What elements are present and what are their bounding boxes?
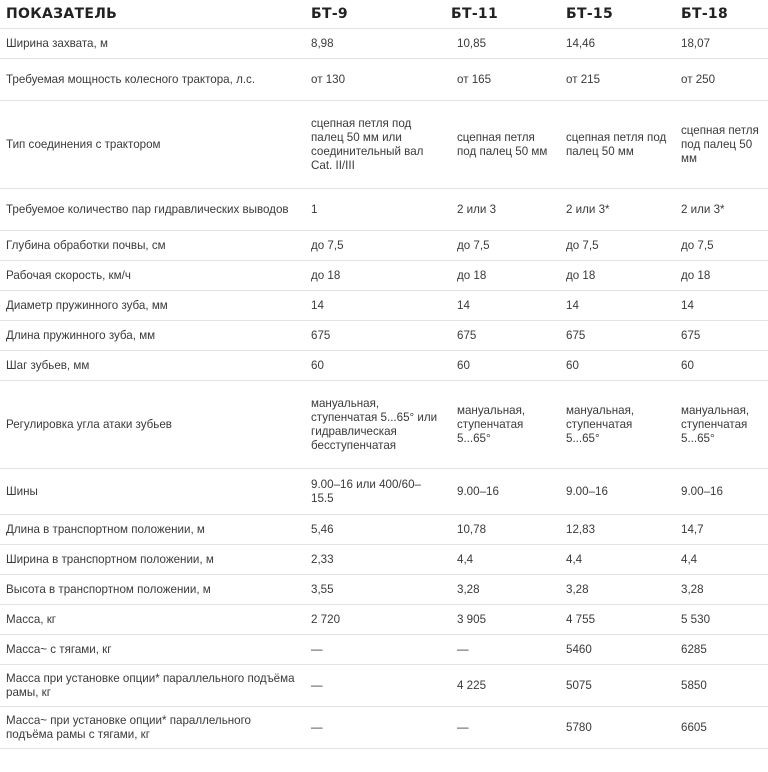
row-parameter: Требуемая мощность колесного трактора, л.с. [0,59,305,101]
cell-bt18: от 250 [675,59,768,101]
cell-bt9: 1 [305,189,445,231]
row-parameter: Шины [0,469,305,515]
cell-bt11: — [445,707,560,749]
row-parameter: Диаметр пружинного зуба, мм [0,291,305,321]
cell-bt18: 2 или 3* [675,189,768,231]
table-row [0,381,768,469]
cell-bt9: 2,33 [305,545,445,575]
row-parameter: Тип соединения с трактором [0,101,305,189]
cell-bt11: — [445,635,560,665]
row-parameter: Масса, кг [0,605,305,635]
cell-bt9: 2 720 [305,605,445,635]
cell-bt11: до 7,5 [445,231,560,261]
table-row [0,291,768,321]
cell-bt9: сцепная петля под палец 50 мм или соединительный вал Cat. II/III [305,101,445,189]
cell-bt9: 5,46 [305,515,445,545]
cell-bt11: до 18 [445,261,560,291]
cell-bt18: 60 [675,351,768,381]
header-bt9: БТ-9 [305,0,445,29]
cell-bt15: 3,28 [560,575,675,605]
cell-bt15: 9.00–16 [560,469,675,515]
table-row [0,231,768,261]
cell-bt9: до 18 [305,261,445,291]
table-row [0,189,768,231]
row-parameter: Требуемое количество пар гидравлических выводов [0,189,305,231]
cell-bt15: сцепная петля под палец 50 мм [560,101,675,189]
table-row [0,321,768,351]
cell-bt15: 12,83 [560,515,675,545]
row-parameter: Глубина обработки почвы, см [0,231,305,261]
cell-bt15: 14,46 [560,29,675,59]
cell-bt11: 3,28 [445,575,560,605]
table-row [0,605,768,635]
cell-bt18: до 7,5 [675,231,768,261]
table-body [0,29,768,749]
cell-bt18: 6605 [675,707,768,749]
cell-bt18: сцепная петля под палец 50 мм [675,101,768,189]
cell-bt15: мануальная, ступенчатая 5...65° [560,381,675,469]
cell-bt9: 60 [305,351,445,381]
cell-bt15: 4 755 [560,605,675,635]
cell-bt18: 3,28 [675,575,768,605]
table-row [0,575,768,605]
table-row [0,707,768,749]
cell-bt15: 5460 [560,635,675,665]
table-row [0,515,768,545]
row-parameter: Рабочая скорость, км/ч [0,261,305,291]
cell-bt15: 60 [560,351,675,381]
cell-bt11: 10,85 [445,29,560,59]
cell-bt11: 4,4 [445,545,560,575]
cell-bt15: 5780 [560,707,675,749]
cell-bt18: 6285 [675,635,768,665]
cell-bt9: — [305,635,445,665]
cell-bt15: 675 [560,321,675,351]
table-row [0,351,768,381]
cell-bt18: до 18 [675,261,768,291]
cell-bt11: 60 [445,351,560,381]
cell-bt11: 675 [445,321,560,351]
table-row [0,635,768,665]
row-parameter: Длина в транспортном положении, м [0,515,305,545]
row-parameter: Масса~ с тягами, кг [0,635,305,665]
row-parameter: Регулировка угла атаки зубьев [0,381,305,469]
cell-bt9: — [305,665,445,707]
cell-bt9: 3,55 [305,575,445,605]
row-parameter: Длина пружинного зуба, мм [0,321,305,351]
cell-bt18: 14 [675,291,768,321]
cell-bt18: 18,07 [675,29,768,59]
row-parameter: Масса при установке опции* параллельного подъёма рамы, кг [0,665,305,707]
cell-bt18: 5850 [675,665,768,707]
cell-bt9: — [305,707,445,749]
header-row [0,0,768,29]
cell-bt9: от 130 [305,59,445,101]
header-parameter: ПОКАЗАТЕЛЬ [0,0,305,29]
cell-bt9: 9.00–16 или 400/60–15.5 [305,469,445,515]
cell-bt18: 9.00–16 [675,469,768,515]
cell-bt15: 14 [560,291,675,321]
cell-bt9: 14 [305,291,445,321]
cell-bt11: мануальная, ступенчатая 5...65° [445,381,560,469]
row-parameter: Масса~ при установке опции* параллельного подъёма рамы с тягами, кг [0,707,305,749]
table-row [0,469,768,515]
cell-bt18: 675 [675,321,768,351]
table-row [0,261,768,291]
cell-bt15: 4,4 [560,545,675,575]
cell-bt11: сцепная петля под палец 50 мм [445,101,560,189]
row-parameter: Ширина захвата, м [0,29,305,59]
cell-bt11: от 165 [445,59,560,101]
table-row [0,101,768,189]
cell-bt9: мануальная, ступенчатая 5...65° или гидравлическая бесступенчатая [305,381,445,469]
cell-bt18: мануальная, ступенчатая 5...65° [675,381,768,469]
row-parameter: Шаг зубьев, мм [0,351,305,381]
cell-bt11: 9.00–16 [445,469,560,515]
cell-bt11: 14 [445,291,560,321]
header-bt18: БТ-18 [675,0,768,29]
cell-bt18: 5 530 [675,605,768,635]
cell-bt15: 2 или 3* [560,189,675,231]
cell-bt11: 10,78 [445,515,560,545]
table-row [0,29,768,59]
cell-bt15: до 7,5 [560,231,675,261]
cell-bt15: до 18 [560,261,675,291]
cell-bt9: до 7,5 [305,231,445,261]
cell-bt15: от 215 [560,59,675,101]
cell-bt18: 4,4 [675,545,768,575]
cell-bt11: 3 905 [445,605,560,635]
table-row [0,545,768,575]
header-bt11: БТ-11 [445,0,560,29]
cell-bt11: 2 или 3 [445,189,560,231]
cell-bt9: 8,98 [305,29,445,59]
row-parameter: Высота в транспортном положении, м [0,575,305,605]
header-bt15: БТ-15 [560,0,675,29]
table-row [0,665,768,707]
cell-bt11: 4 225 [445,665,560,707]
table-row [0,59,768,101]
cell-bt15: 5075 [560,665,675,707]
row-parameter: Ширина в транспортном положении, м [0,545,305,575]
cell-bt9: 675 [305,321,445,351]
cell-bt18: 14,7 [675,515,768,545]
